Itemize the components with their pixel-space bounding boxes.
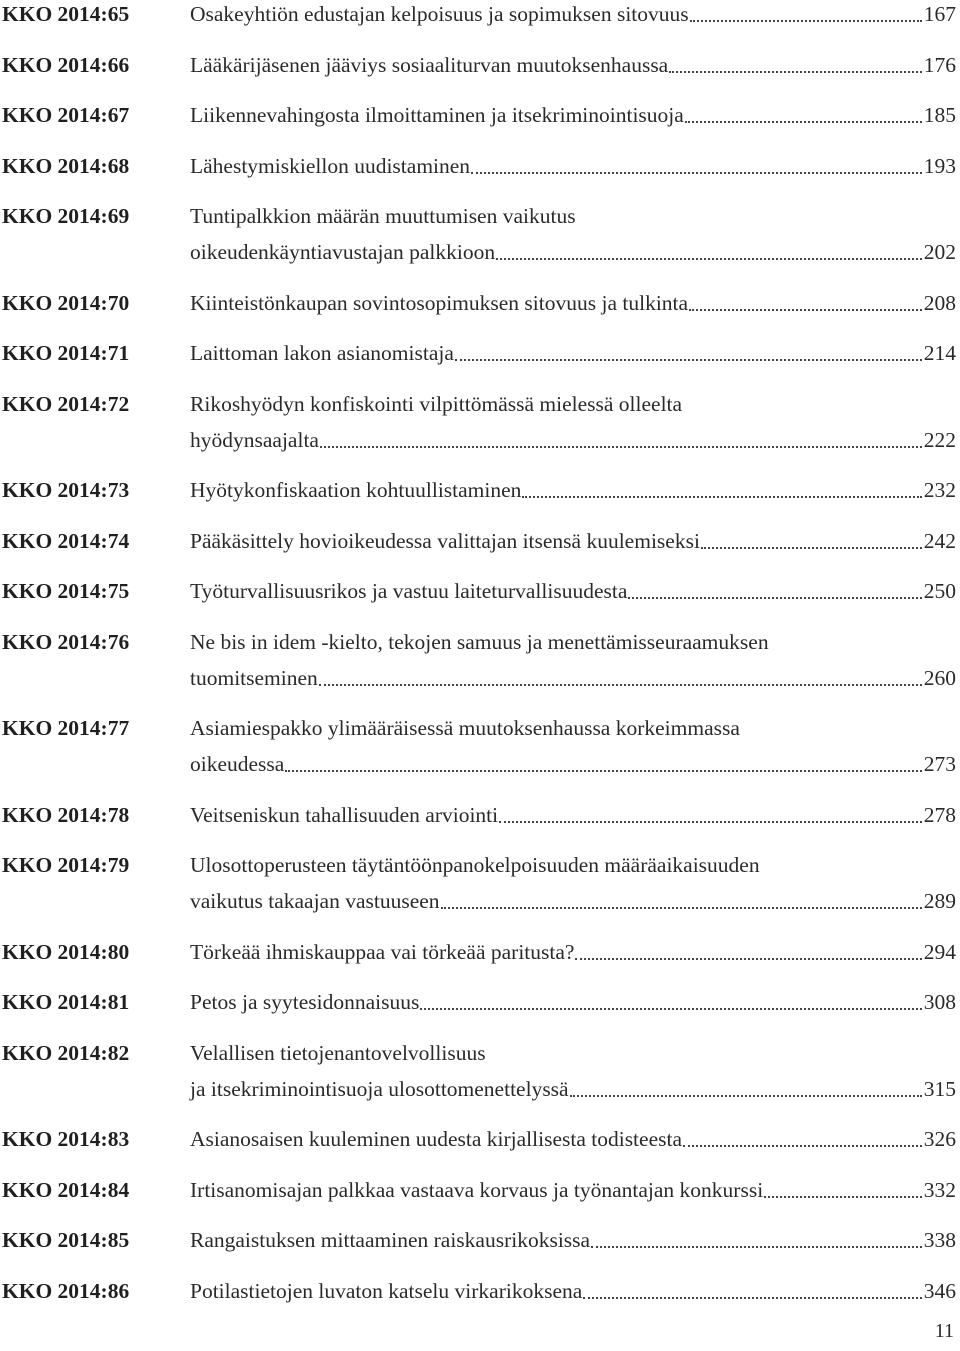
case-code: KKO 2014:77 xyxy=(2,716,130,740)
page-ref: 176 xyxy=(923,52,956,77)
case-title xyxy=(190,47,956,83)
case-title-text: Ulosottoperusteen täytäntöönpanokelpoisuuden määräaikaisuuden xyxy=(190,853,760,877)
case-title-text: Työturvallisuusrikos ja vastuu laiteturvallisuudesta xyxy=(190,579,628,603)
case-code: KKO 2014:79 xyxy=(2,853,130,877)
page-ref: 202 xyxy=(923,240,956,264)
case-title xyxy=(190,97,956,133)
dot-leader xyxy=(319,684,922,686)
case-title xyxy=(190,148,956,184)
case-title xyxy=(190,573,956,609)
case-title-text: Laittoman lakon asianomistaja xyxy=(190,341,454,365)
dot-leader xyxy=(522,496,921,498)
case-code: KKO 2014:66 xyxy=(2,52,130,77)
page-ref: 185 xyxy=(923,103,956,127)
dot-leader xyxy=(669,71,922,73)
case-title-text: Ne bis in idem -kielto, tekojen samuus ja menettämisseuraamuksen xyxy=(190,629,769,654)
dot-leader xyxy=(570,1095,922,1097)
case-title-text: oikeudenkäyntiavustajan palkkioon xyxy=(190,240,496,264)
case-title-text: Petos ja syytesidonnaisuus xyxy=(190,990,420,1014)
case-title xyxy=(190,285,956,321)
dot-leader xyxy=(499,821,922,823)
case-title-text: Asianosaisen kuuleminen uudesta kirjallisesta todisteesta xyxy=(190,1127,683,1151)
case-title xyxy=(190,335,956,371)
page-ref: 332 xyxy=(923,1177,956,1202)
dot-leader xyxy=(689,309,922,311)
case-code: KKO 2014:73 xyxy=(2,478,130,502)
page-ref: 289 xyxy=(923,889,956,913)
case-title-text: Lähestymiskiellon uudistaminen xyxy=(190,153,471,178)
dot-leader xyxy=(285,770,921,772)
case-code: KKO 2014:83 xyxy=(2,1127,130,1151)
case-code: KKO 2014:80 xyxy=(2,939,130,964)
case-title-text: Veitseniskun tahallisuuden arviointi xyxy=(190,802,499,827)
case-title xyxy=(190,624,956,696)
page-ref: 208 xyxy=(923,290,956,315)
page-ref: 294 xyxy=(923,939,956,964)
case-title xyxy=(190,198,956,270)
case-title xyxy=(190,934,956,970)
case-title-text: ja itsekriminointisuoja ulosottomenettelyssä xyxy=(190,1076,569,1101)
case-code: KKO 2014:67 xyxy=(2,103,130,127)
case-title xyxy=(190,0,956,32)
page-ref: 326 xyxy=(923,1127,956,1151)
case-code: KKO 2014:81 xyxy=(2,990,130,1014)
page-ref: 167 xyxy=(923,2,956,26)
case-title-text: oikeudessa xyxy=(190,752,285,776)
dot-leader xyxy=(683,1145,922,1147)
dot-leader xyxy=(591,1246,922,1248)
case-code: KKO 2014:86 xyxy=(2,1278,130,1303)
case-title-text: tuomitseminen xyxy=(190,665,318,690)
case-title-text: Rikoshyödyn konfiskointi vilpittömässä mielessä olleelta xyxy=(190,391,683,416)
case-title xyxy=(190,797,956,833)
case-title xyxy=(190,710,956,782)
case-title-text: vaikutus takaajan vastuuseen xyxy=(190,889,440,913)
case-code: KKO 2014:82 xyxy=(2,1040,130,1065)
page-ref: 232 xyxy=(923,478,956,502)
case-title xyxy=(190,1035,956,1107)
case-title xyxy=(190,523,956,559)
case-title-text: Lääkärijäsenen jääviys sosiaaliturvan muutoksenhaussa xyxy=(190,52,669,77)
case-title-text: Velallisen tietojenantovelvollisuus xyxy=(190,1040,486,1065)
case-title-text: Tuntipalkkion määrän muuttumisen vaikutus xyxy=(190,204,576,228)
case-code: KKO 2014:70 xyxy=(2,290,130,315)
page-ref: 193 xyxy=(923,153,956,178)
page-ref: 278 xyxy=(923,802,956,827)
case-code: KKO 2014:76 xyxy=(2,629,130,654)
case-title-text: Hyötykonfiskaation kohtuullistaminen xyxy=(190,478,522,502)
case-code: KKO 2014:74 xyxy=(2,528,130,553)
case-code: KKO 2014:71 xyxy=(2,341,130,365)
case-title-text: Rangaistuksen mittaaminen raiskausrikoksissa xyxy=(190,1228,591,1252)
case-title xyxy=(190,1222,956,1258)
dot-leader xyxy=(420,1008,921,1010)
dot-leader xyxy=(628,597,921,599)
dot-leader xyxy=(441,907,922,909)
dot-leader xyxy=(471,172,922,174)
page-ref: 338 xyxy=(923,1228,956,1252)
page-ref: 260 xyxy=(923,665,956,690)
case-title xyxy=(190,1273,956,1309)
case-code: KKO 2014:69 xyxy=(2,204,130,228)
case-title xyxy=(190,847,956,919)
page-ref: 273 xyxy=(923,752,956,776)
case-title xyxy=(190,386,956,458)
case-code: KKO 2014:75 xyxy=(2,579,130,603)
dot-leader xyxy=(764,1196,922,1198)
case-title-text: Potilastietojen luvaton katselu virkarikoksena xyxy=(190,1278,583,1303)
case-title xyxy=(190,984,956,1020)
case-code: KKO 2014:85 xyxy=(2,1228,130,1252)
case-code: KKO 2014:84 xyxy=(2,1177,130,1202)
dot-leader xyxy=(455,359,922,361)
case-title-text: Kiinteistönkaupan sovintosopimuksen sitovuus ja tulkinta xyxy=(190,290,689,315)
case-title-text: Osakeyhtiön edustajan kelpoisuus ja sopimuksen sitovuus xyxy=(190,2,689,26)
page-ref: 315 xyxy=(923,1076,956,1101)
case-code: KKO 2014:72 xyxy=(2,391,130,416)
page-number: 11 xyxy=(934,1320,954,1342)
page-ref: 242 xyxy=(923,528,956,553)
case-title-text: hyödynsaajalta xyxy=(190,427,319,452)
case-code: KKO 2014:65 xyxy=(2,2,130,26)
case-title-text: Pääkäsittely hovioikeudessa valittajan itsensä kuulemiseksi xyxy=(190,528,700,553)
dot-leader xyxy=(583,1297,921,1299)
page-ref: 308 xyxy=(923,990,956,1014)
case-title-text: Törkeää ihmiskauppaa vai törkeää paritusta? xyxy=(190,939,575,964)
case-title xyxy=(190,472,956,508)
case-title-text: Asiamiespakko ylimääräisessä muutoksenhaussa korkeimmassa xyxy=(190,716,740,740)
page-ref: 214 xyxy=(923,341,956,365)
case-title-text: Liikennevahingosta ilmoittaminen ja itsekriminointisuoja xyxy=(190,103,684,127)
case-title-text: Irtisanomisajan palkkaa vastaava korvaus ja työnantajan konkurssi xyxy=(190,1177,764,1202)
page-ref: 250 xyxy=(923,579,956,603)
case-title xyxy=(190,1121,956,1157)
dot-leader xyxy=(320,446,922,448)
case-code: KKO 2014:68 xyxy=(2,153,130,178)
page-ref: 346 xyxy=(923,1278,956,1303)
dot-leader xyxy=(690,20,922,22)
dot-leader xyxy=(575,958,921,960)
case-code: KKO 2014:78 xyxy=(2,802,130,827)
page-ref: 222 xyxy=(923,427,956,452)
dot-leader xyxy=(685,121,922,123)
case-title xyxy=(190,1172,956,1208)
dot-leader xyxy=(496,258,922,260)
dot-leader xyxy=(701,547,922,549)
